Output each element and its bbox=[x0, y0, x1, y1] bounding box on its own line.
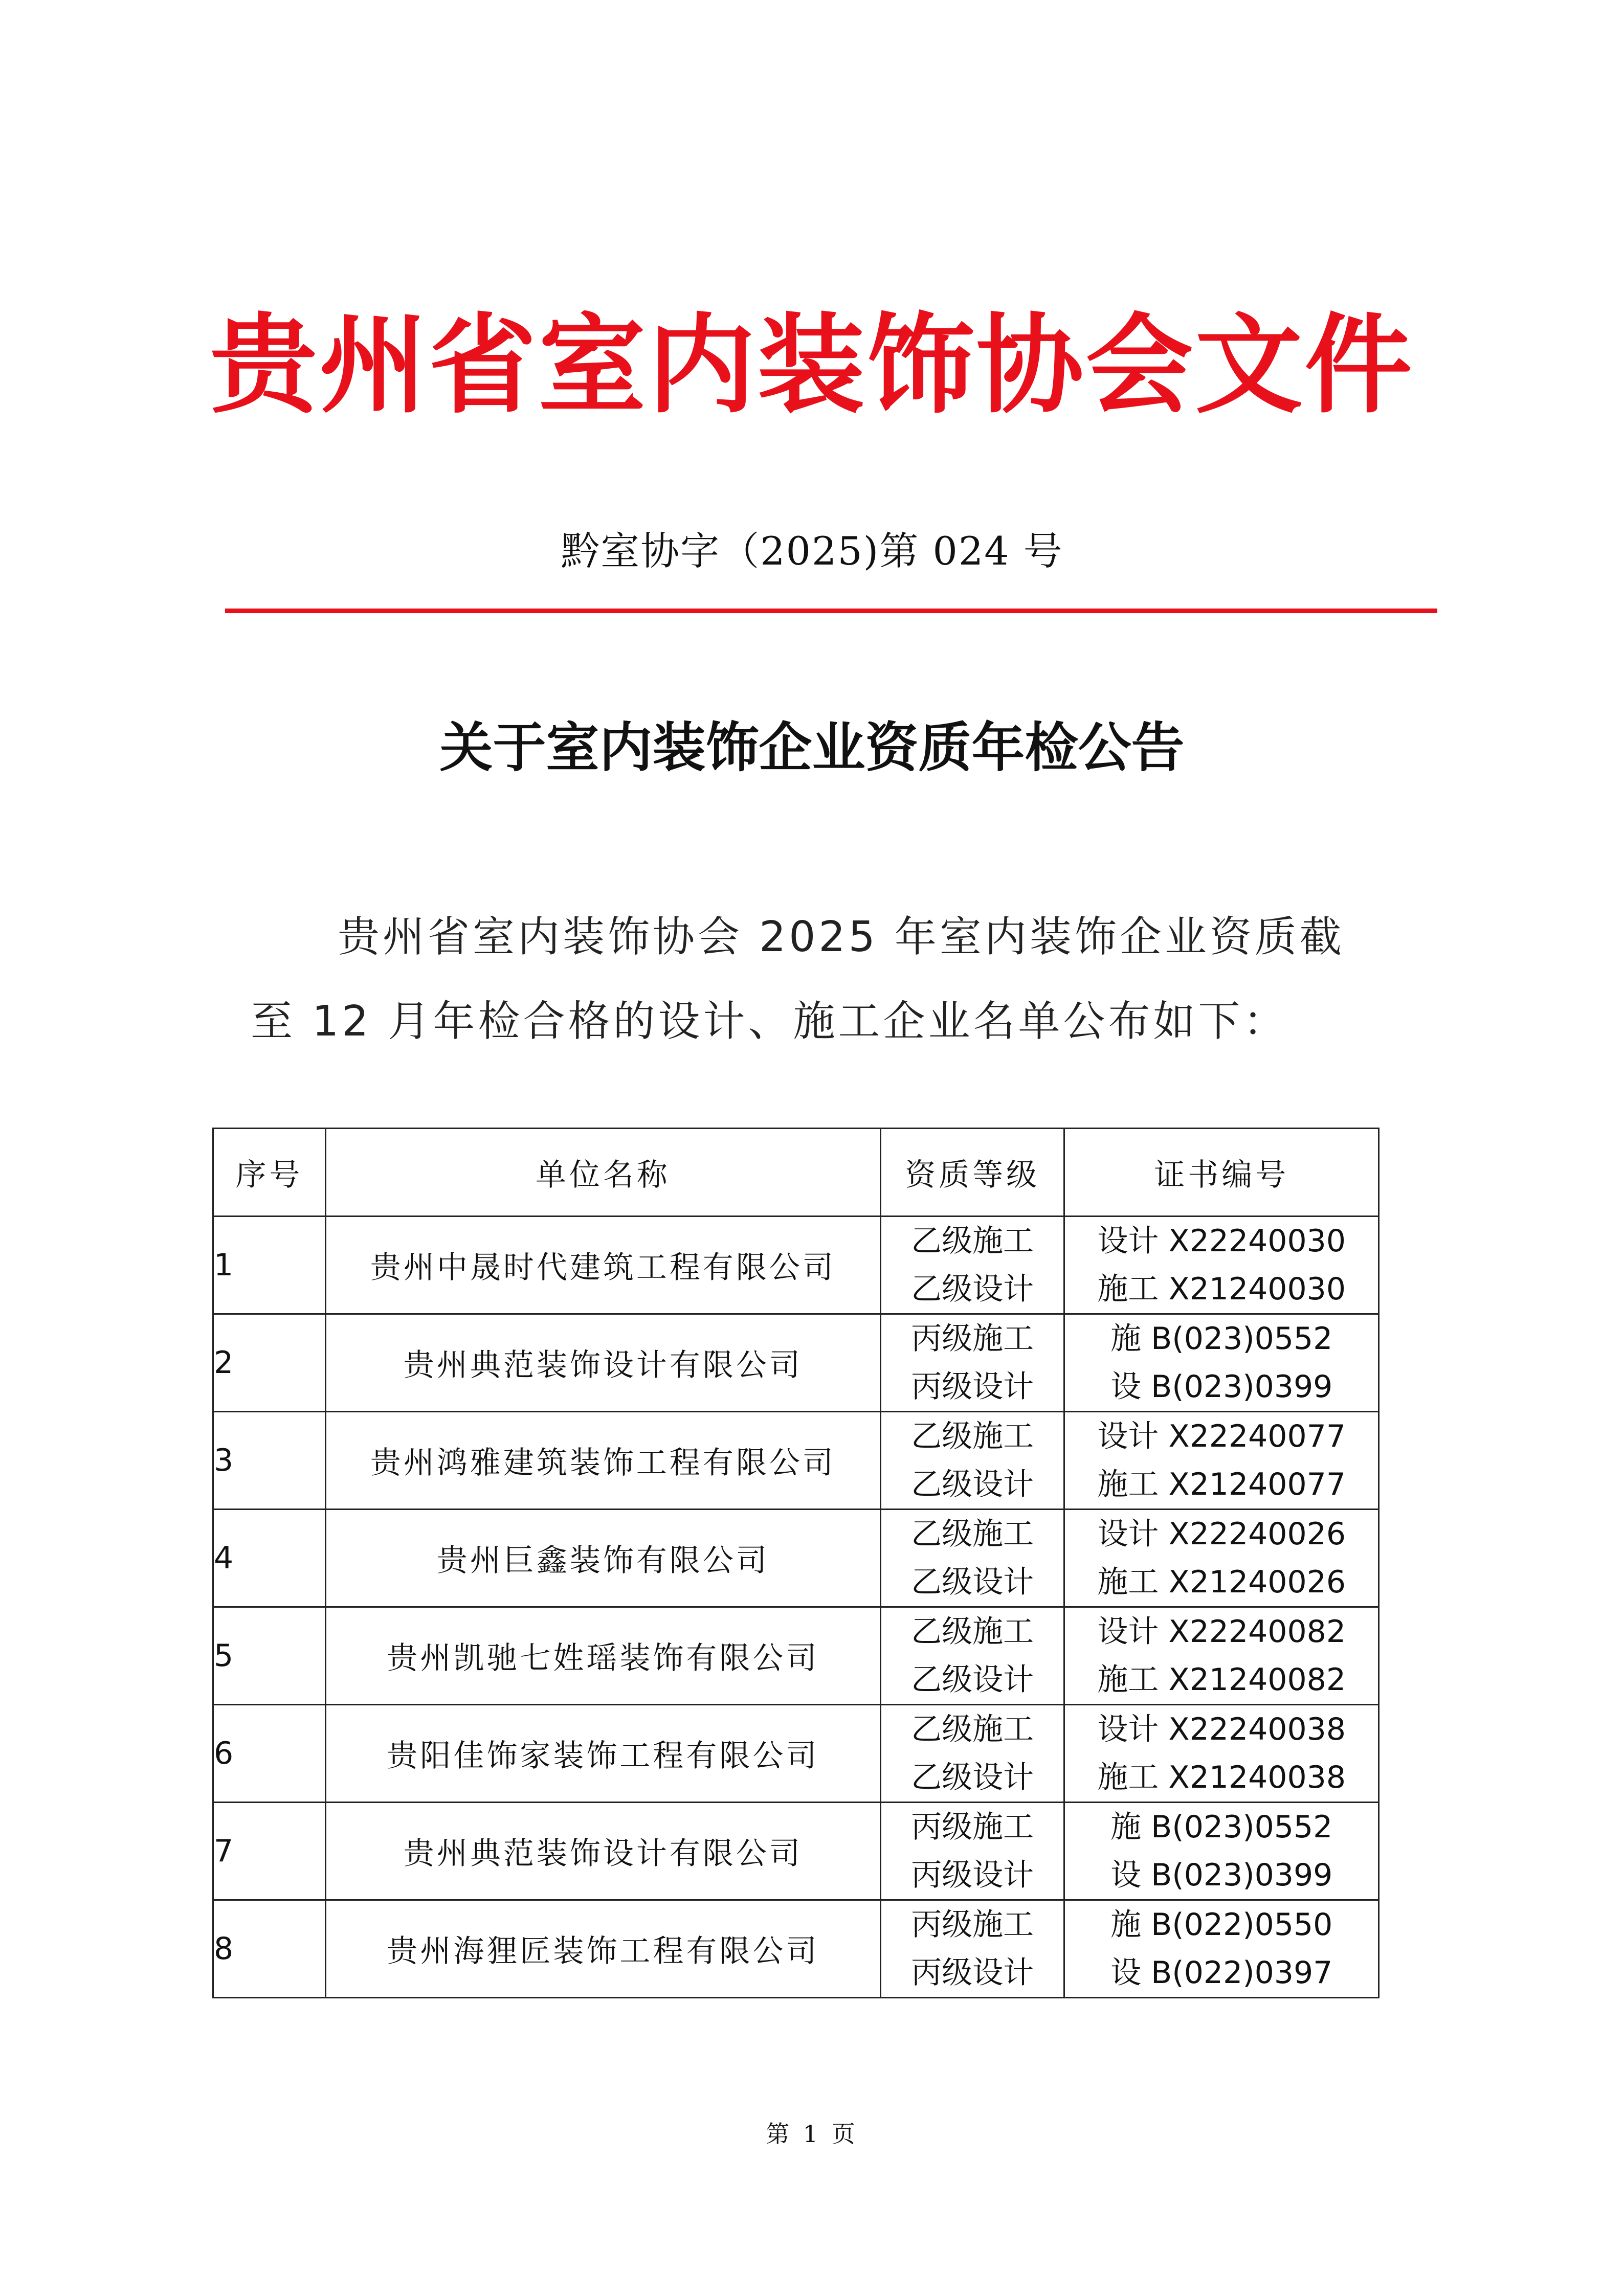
masthead-title: 贵州省室内装饰协会文件 bbox=[210, 303, 1414, 428]
grade-line: 丙级施工 bbox=[911, 1907, 1034, 1943]
cert-line: 施工 X21240038 bbox=[1097, 1760, 1346, 1795]
cert-line: 设计 X22240038 bbox=[1097, 1712, 1346, 1747]
table-row bbox=[213, 1217, 1379, 1314]
grade-line: 丙级设计 bbox=[911, 1955, 1034, 1991]
grade-line: 乙级施工 bbox=[911, 1712, 1034, 1747]
grade-line: 丙级设计 bbox=[911, 1857, 1034, 1893]
table-row bbox=[213, 1900, 1379, 1998]
table-row bbox=[213, 1803, 1379, 1900]
table-row bbox=[213, 1510, 1379, 1607]
red-divider bbox=[225, 609, 1437, 613]
cert-cell bbox=[1064, 1217, 1379, 1314]
notice-intro: 贵州省室内装饰协会 2025 年室内装饰企业资质截至 12 月年检合格的设计、施工企业名单公布如下： bbox=[251, 913, 1345, 1046]
company-name: 贵州巨鑫装饰有限公司 bbox=[325, 1510, 880, 1607]
company-name: 贵州典范装饰设计有限公司 bbox=[325, 1803, 880, 1900]
row-number: 1 bbox=[213, 1217, 326, 1314]
row-number: 8 bbox=[213, 1900, 326, 1998]
company-name: 贵阳佳饰家装饰工程有限公司 bbox=[325, 1705, 880, 1803]
grade-line: 丙级施工 bbox=[911, 1809, 1034, 1845]
notice-title: 关于室内装饰企业资质年检公告 bbox=[439, 716, 1185, 779]
header-seq: 序号 bbox=[213, 1129, 326, 1217]
page-number: 第 1 页 bbox=[766, 2120, 858, 2148]
cert-cell bbox=[1064, 1510, 1379, 1607]
company-name: 贵州中晟时代建筑工程有限公司 bbox=[325, 1217, 880, 1314]
header-company: 单位名称 bbox=[325, 1129, 880, 1217]
header-cert: 证书编号 bbox=[1064, 1129, 1379, 1217]
grade-line: 乙级施工 bbox=[911, 1223, 1034, 1259]
grade-line: 乙级设计 bbox=[911, 1271, 1034, 1307]
grade-cell bbox=[880, 1314, 1064, 1412]
cert-cell bbox=[1064, 1314, 1379, 1412]
row-number: 6 bbox=[213, 1705, 326, 1803]
cert-line: 设计 X22240030 bbox=[1097, 1223, 1346, 1259]
row-number: 7 bbox=[213, 1803, 326, 1900]
grade-cell bbox=[880, 1803, 1064, 1900]
cert-line: 施工 X21240030 bbox=[1097, 1271, 1346, 1307]
row-number: 4 bbox=[213, 1510, 326, 1607]
grade-cell bbox=[880, 1607, 1064, 1705]
grade-cell bbox=[880, 1705, 1064, 1803]
grade-line: 丙级设计 bbox=[911, 1369, 1034, 1405]
cert-line: 设 B(023)0399 bbox=[1110, 1857, 1333, 1893]
grade-line: 乙级施工 bbox=[911, 1516, 1034, 1552]
table-header-row bbox=[213, 1129, 1379, 1217]
cert-cell bbox=[1064, 1412, 1379, 1510]
cert-line: 施 B(023)0552 bbox=[1110, 1809, 1333, 1845]
grade-line: 乙级施工 bbox=[911, 1614, 1034, 1650]
cert-line: 设 B(022)0397 bbox=[1110, 1955, 1333, 1991]
table-row bbox=[213, 1412, 1379, 1510]
grade-line: 乙级设计 bbox=[911, 1662, 1034, 1698]
cert-cell bbox=[1064, 1803, 1379, 1900]
company-name: 贵州海狸匠装饰工程有限公司 bbox=[325, 1900, 880, 1998]
row-number: 3 bbox=[213, 1412, 326, 1510]
cert-line: 施 B(022)0550 bbox=[1110, 1907, 1333, 1943]
table-row bbox=[213, 1314, 1379, 1412]
row-number: 2 bbox=[213, 1314, 326, 1412]
grade-cell bbox=[880, 1900, 1064, 1998]
header-grade: 资质等级 bbox=[880, 1129, 1064, 1217]
grade-line: 乙级设计 bbox=[911, 1467, 1034, 1502]
cert-line: 设计 X22240026 bbox=[1097, 1516, 1346, 1552]
cert-cell bbox=[1064, 1607, 1379, 1705]
table-row bbox=[213, 1705, 1379, 1803]
row-number: 5 bbox=[213, 1607, 326, 1705]
cert-line: 设 B(023)0399 bbox=[1110, 1369, 1333, 1405]
grade-cell bbox=[880, 1510, 1064, 1607]
cert-line: 施工 X21240026 bbox=[1097, 1564, 1346, 1600]
grade-cell bbox=[880, 1412, 1064, 1510]
cert-line: 施工 X21240082 bbox=[1097, 1662, 1346, 1698]
grade-cell bbox=[880, 1217, 1064, 1314]
qualified-companies-table bbox=[212, 1128, 1380, 1998]
grade-line: 丙级施工 bbox=[911, 1321, 1034, 1357]
grade-line: 乙级施工 bbox=[911, 1419, 1034, 1454]
table-row bbox=[213, 1607, 1379, 1705]
company-name: 贵州典范装饰设计有限公司 bbox=[325, 1314, 880, 1412]
cert-cell bbox=[1064, 1705, 1379, 1803]
cert-cell bbox=[1064, 1900, 1379, 1998]
cert-line: 设计 X22240077 bbox=[1097, 1419, 1346, 1454]
cert-line: 施 B(023)0552 bbox=[1110, 1321, 1333, 1357]
grade-line: 乙级设计 bbox=[911, 1760, 1034, 1795]
company-name: 贵州凯驰七姓瑶装饰有限公司 bbox=[325, 1607, 880, 1705]
document-number: 黔室协字（2025)第 024 号 bbox=[561, 528, 1063, 574]
company-name: 贵州鸿雅建筑装饰工程有限公司 bbox=[325, 1412, 880, 1510]
cert-line: 施工 X21240077 bbox=[1097, 1467, 1346, 1502]
cert-line: 设计 X22240082 bbox=[1097, 1614, 1346, 1650]
grade-line: 乙级设计 bbox=[911, 1564, 1034, 1600]
